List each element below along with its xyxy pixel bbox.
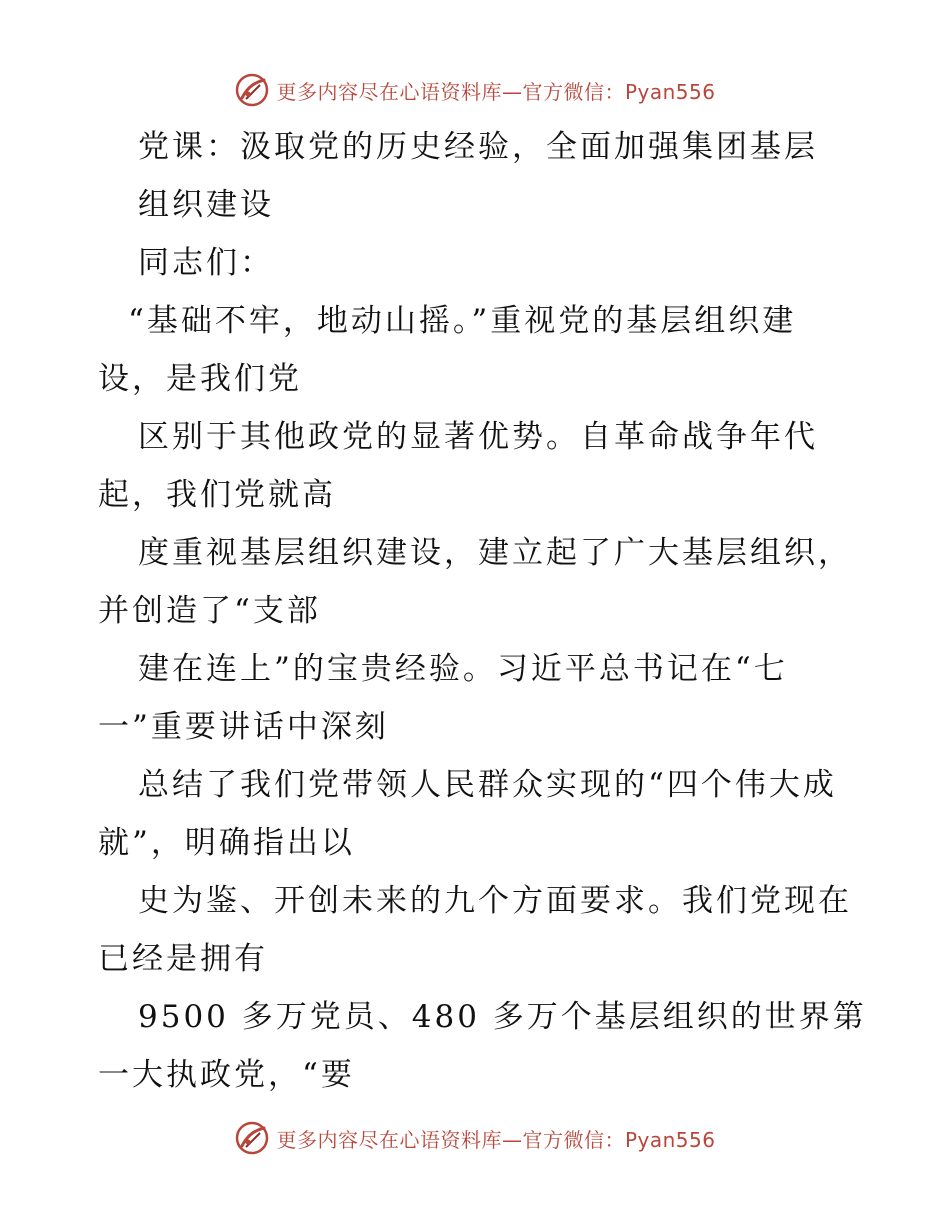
paragraph-line: 一大执政党，“要	[98, 1057, 355, 1093]
paragraph-line: 度重视基层组织建设，建立起了广大基层组织，	[138, 535, 852, 571]
paragraph-line: 一”重要讲话中深刻	[98, 709, 389, 745]
paragraph-line: 9500 多万党员、480 多万个基层组织的世界第	[138, 999, 867, 1035]
paragraph-line: 已经是拥有	[98, 941, 268, 977]
footer-watermark-banner	[0, 1118, 950, 1158]
paragraph-line: “基础不牢，地动山摇。”重视党的基层组织建	[128, 303, 797, 339]
header-watermark-text: 更多内容尽在心语资料库—官方微信：Pyan556	[276, 79, 716, 104]
paragraph-line: 就”，明确指出以	[98, 825, 355, 861]
footer-watermark-text: 更多内容尽在心语资料库—官方微信：Pyan556	[276, 1127, 716, 1152]
document-title-line-1: 党课：汲取党的历史经验，全面加强集团基层	[138, 129, 818, 165]
paragraph-line: 设，是我们党	[98, 361, 302, 397]
paragraph-line: 起，我们党就高	[98, 477, 336, 513]
salutation: 同志们：	[138, 245, 274, 281]
paragraph-line: 并创造了“支部	[98, 593, 321, 629]
paragraph-line: 总结了我们党带领人民群众实现的“四个伟大成	[138, 767, 837, 803]
pen-logo-icon	[234, 1120, 270, 1156]
paragraph-line: 建在连上”的宝贵经验。习近平总书记在“七	[138, 651, 788, 687]
document-title-line-2: 组织建设	[138, 187, 274, 223]
paragraph-line: 史为鉴、开创未来的九个方面要求。我们党现在	[138, 883, 852, 919]
paragraph-line: 区别于其他政党的显著优势。自革命战争年代	[138, 419, 818, 455]
